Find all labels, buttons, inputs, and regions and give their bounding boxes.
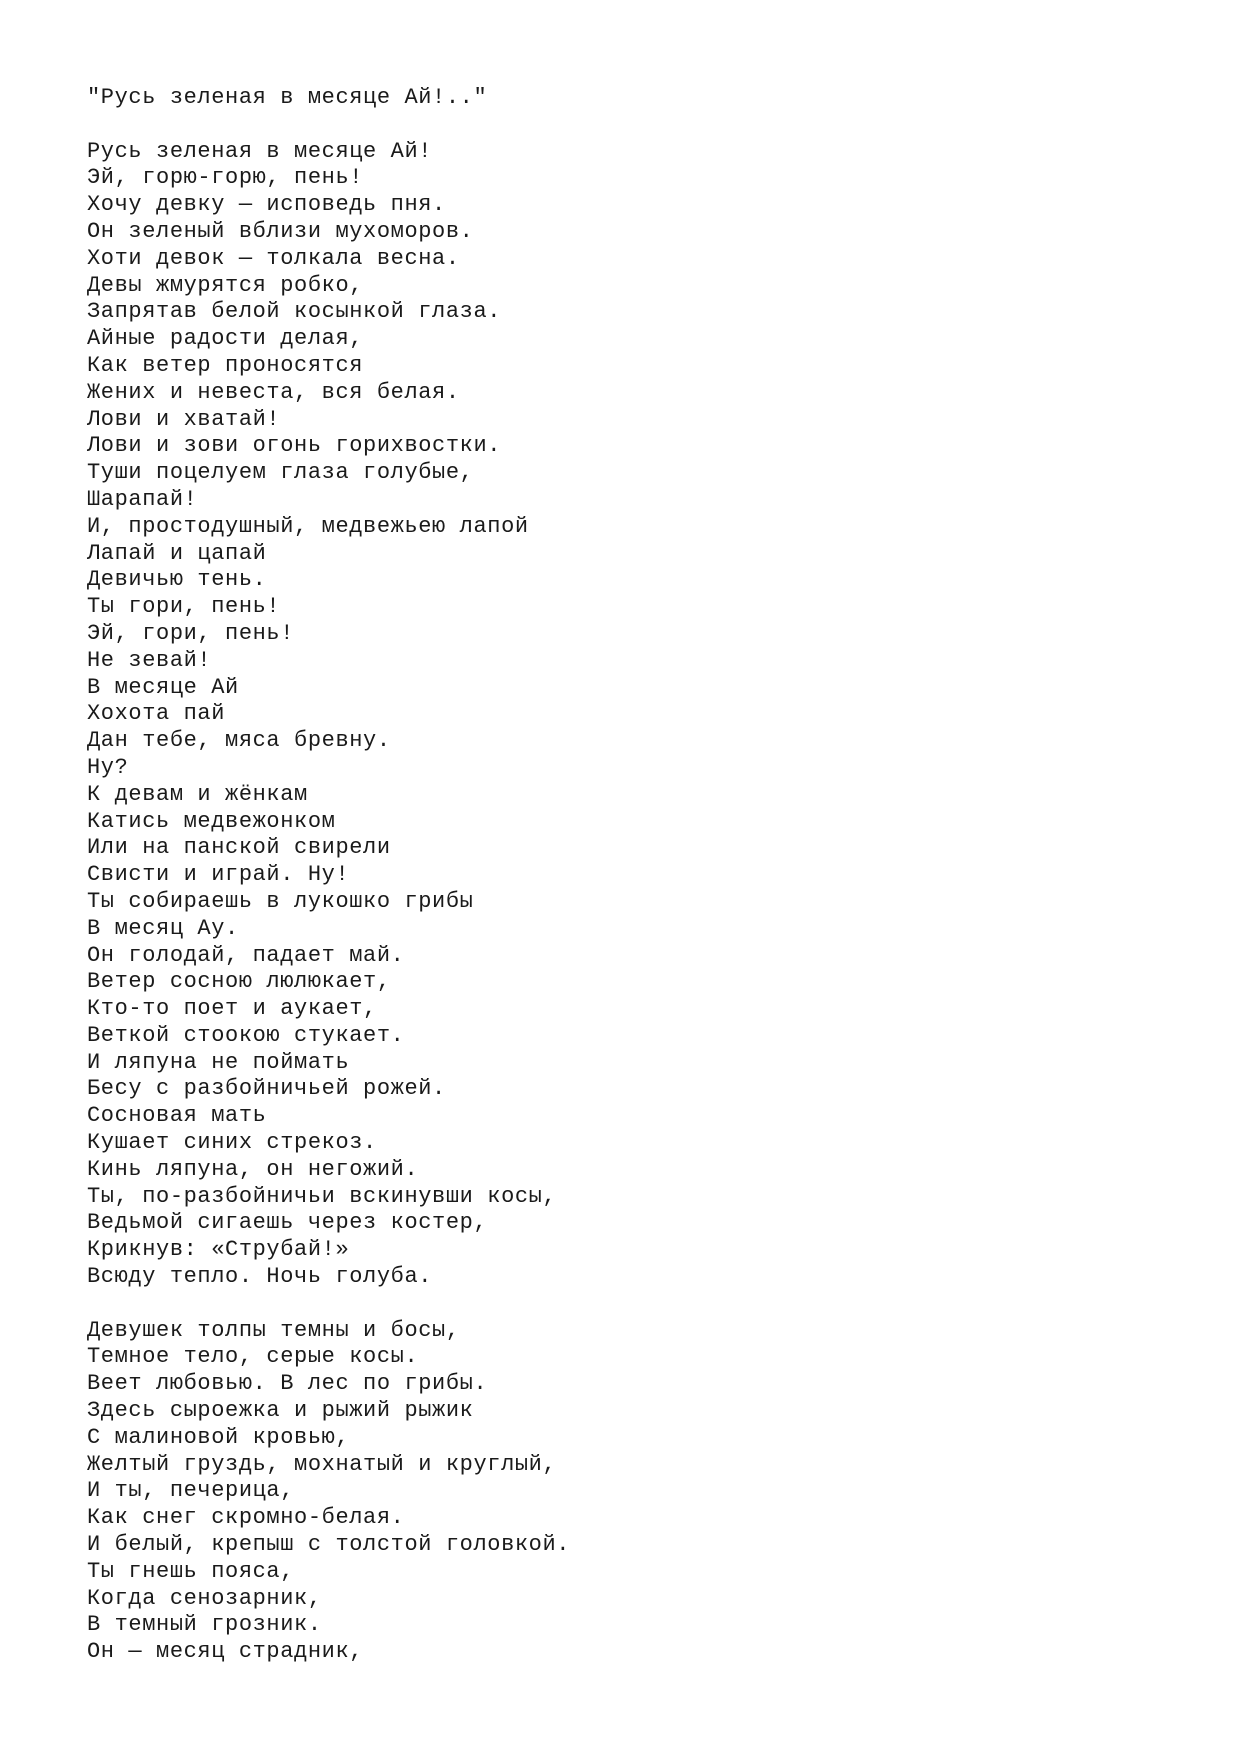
poem-line: Хочу девку — исповедь пня.	[87, 192, 446, 218]
poem-line: В месяце Ай	[87, 674, 239, 700]
poem-line: Девичью тень.	[87, 567, 267, 593]
poem-line: Запрятав белой косынкой глаза.	[87, 299, 502, 325]
poem-line: Ты гнешь пояса,	[87, 1558, 295, 1584]
poem-line: Хохота пай	[87, 701, 226, 727]
poem-line: И ты, печерица,	[87, 1478, 295, 1504]
poem-line: Или на панской свирели	[87, 835, 391, 861]
poem-line: Веткой стоокою стукает.	[87, 1022, 405, 1048]
poem-body	[87, 85, 1187, 1693]
poem-line: Как ветер проносятся	[87, 352, 364, 378]
poem-line: Шарапай!	[87, 486, 198, 512]
poem-line: Жених и невеста, вся белая.	[87, 379, 460, 405]
poem-line: Здесь сыроежка и рыжий рыжик	[87, 1398, 474, 1424]
poem-title: "Русь зеленая в месяце Ай!.."	[87, 85, 488, 110]
poem-line: Ты, по-разбойничьи вскинувши косы,	[87, 1183, 557, 1209]
poem-line: Кто-то поет и аукает,	[87, 996, 377, 1022]
poem-line: Как снег скромно-белая.	[87, 1505, 405, 1531]
poem-line: Он голодай, падает май.	[87, 942, 405, 968]
poem-line: Ты гори, пень!	[87, 594, 281, 620]
poem-line: С малиновой кровью,	[87, 1424, 350, 1450]
poem-line: Ведьмой сигаешь через костер,	[87, 1210, 488, 1236]
poem-line: Девы жмурятся робко,	[87, 272, 364, 298]
poem-line: Катись медвежонком	[87, 808, 336, 834]
poem-line: Бесу с разбойничьей рожей.	[87, 1076, 446, 1102]
poem-line: Хоти девок — толкала весна.	[87, 245, 460, 271]
poem-line: Кушает синих стрекоз.	[87, 1130, 377, 1156]
poem-line: Темное тело, серые косы.	[87, 1344, 419, 1370]
poem-stanzas	[87, 139, 1187, 1666]
poem-stanza	[87, 139, 1187, 1291]
poem-line: Кинь ляпуна, он негожий.	[87, 1156, 419, 1182]
poem-line: Крикнув: «Струбай!»	[87, 1237, 350, 1263]
poem-line: Дан тебе, мяса бревну.	[87, 728, 391, 754]
poem-line: Не зевай!	[87, 647, 212, 673]
poem-line: Ну?	[87, 754, 129, 780]
poem-line: В темный грозник.	[87, 1612, 322, 1638]
poem-line: Всюду тепло. Ночь голуба.	[87, 1264, 433, 1290]
poem-line: Сосновая мать	[87, 1103, 267, 1129]
poem-line: Айные радости делая,	[87, 326, 364, 352]
poem-line: Желтый груздь, мохнатый и круглый,	[87, 1451, 557, 1477]
poem-line: В месяц Ау.	[87, 915, 239, 941]
poem-line: Он — месяц страдник,	[87, 1639, 364, 1665]
poem-line: Ты собираешь в лукошко грибы	[87, 888, 474, 914]
poem-line: Ветер сосною люлюкает,	[87, 969, 391, 995]
poem-line: И ляпуна не поймать	[87, 1049, 350, 1075]
poem-line: Эй, горю-горю, пень!	[87, 165, 364, 191]
poem-line: Свисти и играй. Ну!	[87, 862, 350, 888]
poem-line: Эй, гори, пень!	[87, 620, 295, 646]
poem-stanza	[87, 1318, 1187, 1666]
poem-line: Он зеленый вблизи мухоморов.	[87, 218, 474, 244]
poem-line: И, простодушный, медвежьею лапой	[87, 513, 529, 539]
poem-line: Когда сенозарник,	[87, 1585, 322, 1611]
poem-line: Туши поцелуем глаза голубые,	[87, 460, 474, 486]
poem-line: К девам и жёнкам	[87, 781, 308, 807]
poem-line: Лови и зови огонь горихвостки.	[87, 433, 502, 459]
poem-line: И белый, крепыш с толстой головкой.	[87, 1532, 571, 1558]
poem-line: Русь зеленая в месяце Ай!	[87, 138, 433, 164]
poem-line: Лови и хватай!	[87, 406, 281, 432]
poem-line: Лапай и цапай	[87, 540, 267, 566]
poem-line: Девушек толпы темны и босы,	[87, 1317, 460, 1343]
poem-line: Веет любовью. В лес по грибы.	[87, 1371, 488, 1397]
